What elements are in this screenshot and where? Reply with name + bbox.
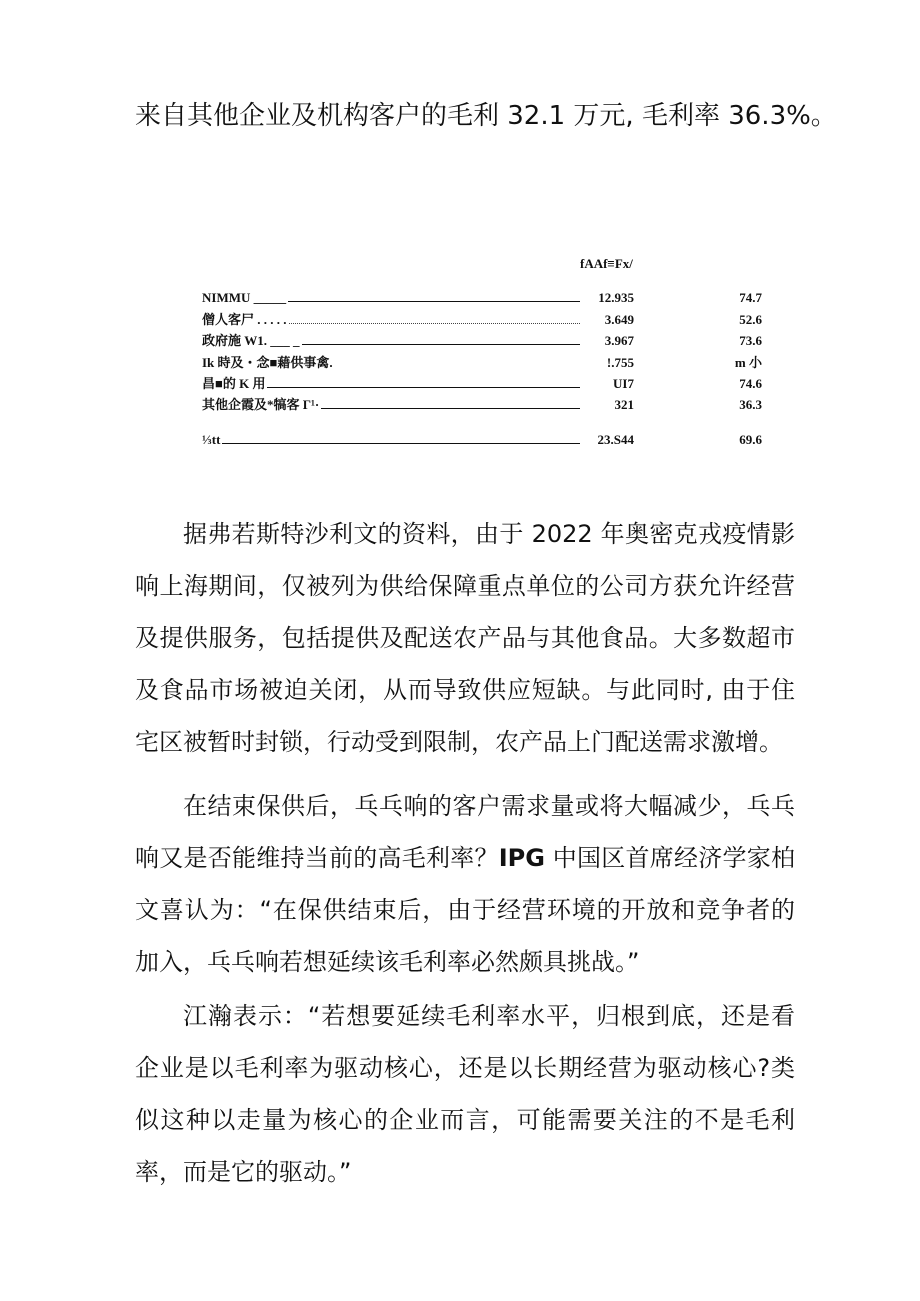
leader-line <box>302 344 580 345</box>
total-label: ⅓tt <box>202 432 221 447</box>
row-value: 3.967 <box>604 333 634 348</box>
row-margin: 73.6 <box>739 333 762 348</box>
row-value: UI7 <box>613 376 634 391</box>
row-value: !.755 <box>606 355 634 370</box>
row-margin: 74.6 <box>739 376 762 391</box>
total-margin: 69.6 <box>739 432 762 447</box>
paragraph-text: 在结束保供后，乓乓响的客户需求量或将大幅减少，乓乓响又是否能维持当前的高毛利率？ <box>135 792 795 872</box>
paragraph-frost-sullivan: 据弗若斯特沙利文的资料，由于 2022 年奥密克戎疫情影响上海期间，仅被列为供给保障重点单位的公司方获允许经营及提供服务，包括提供及配送农产品与其他食品。大多数超市及食品市场被迫关闭，从而导致供应短缺。与此同时, 由于住宅区被暂时封锁，行动受到限制，农产品上门配送需求激增。 <box>135 520 795 756</box>
table-row <box>202 286 762 306</box>
table-row <box>202 308 762 328</box>
row-margin: 74.7 <box>739 290 762 305</box>
row-label: 其他企霞及*犒客 Γ¹· <box>202 397 320 412</box>
total-value: 23.S44 <box>597 432 634 447</box>
row-label: 僧人客尸 . . . . . <box>202 312 287 327</box>
table-header: fAAf≡Fx/ <box>580 256 633 271</box>
leader-line <box>267 387 580 388</box>
row-value: 321 <box>614 397 634 412</box>
ipg-bold: IPG <box>498 844 545 872</box>
intro-line: 来自其他企业及机构客户的毛利 32.1 万元, 毛利率 36.3%。 <box>135 101 837 131</box>
row-label: NIMMU _____ <box>202 290 287 305</box>
row-label: 政府施 W1. ___ _ <box>202 333 300 348</box>
table-row <box>202 351 762 371</box>
row-value: 3.649 <box>604 312 634 327</box>
row-label: 昌■的 K 用 <box>202 376 266 391</box>
row-label: Ik 時及・念■藉供事禽. <box>202 355 333 370</box>
table-row <box>202 372 762 392</box>
row-margin: 36.3 <box>739 397 762 412</box>
paragraph-jiang-han: 江瀚表示：“若想要延续毛利率水平，归根到底，还是看企业是以毛利率为驱动核心，还是以长期经营为驱动核心?类似这种以走量为核心的企业而言，可能需要关注的不是毛利率，而是它的驱动。” <box>135 1002 795 1186</box>
table-total-row <box>202 428 762 448</box>
paragraph-economist-view <box>135 780 795 988</box>
row-margin: 52.6 <box>739 312 762 327</box>
paragraph-text: 中国区首席经济学家柏文喜认为：“在保供结束后，由于经营环境的开放和竞争者的加入，乓乓响若想延续该毛利率必然颇具挑战。” <box>135 844 795 976</box>
leader-line <box>222 443 580 444</box>
row-value: 12.935 <box>598 290 634 305</box>
table-row <box>202 393 762 413</box>
row-margin: m 小 <box>734 355 762 370</box>
leader-line <box>289 323 580 324</box>
leader-line <box>288 301 580 302</box>
table-row <box>202 329 762 349</box>
leader-line <box>321 408 580 409</box>
